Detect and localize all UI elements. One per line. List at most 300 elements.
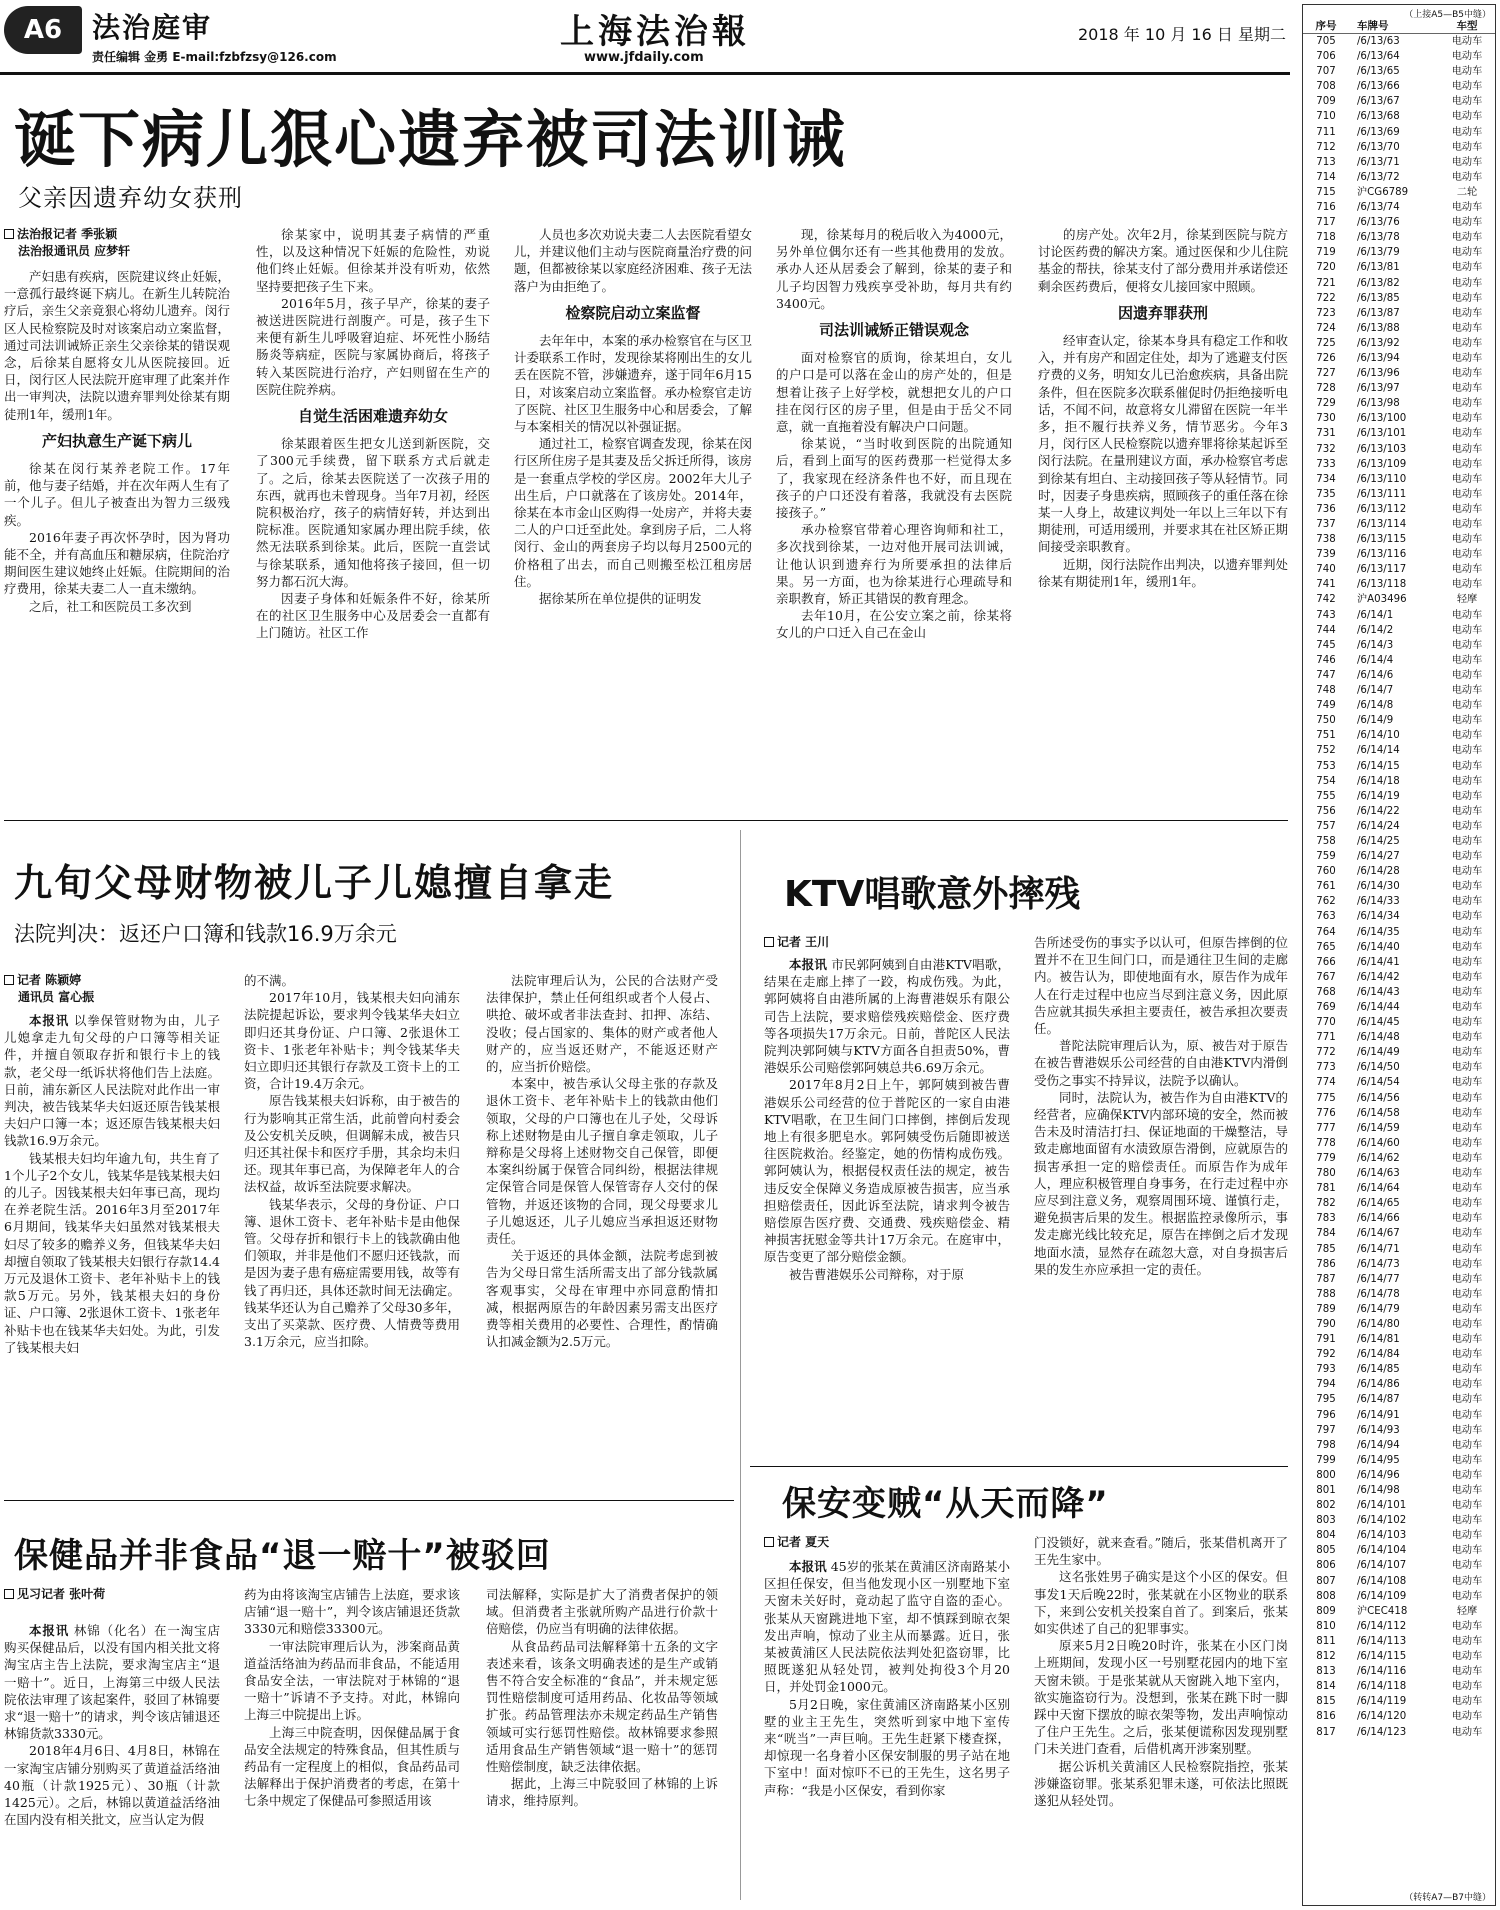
table-row bbox=[1303, 1196, 1495, 1211]
row-type: 电动车 bbox=[1451, 51, 1483, 63]
paragraph: 的房产处。次年2月，徐某到医院与院方讨论医药费的解决方案。通过医保和少儿住院基金的帮扶，徐某支付了部分费用并承诺偿还剩余医药费后，便将女儿接回家中照顾。 bbox=[1038, 227, 1288, 294]
row-type: 电动车 bbox=[1451, 1137, 1483, 1149]
editor-line: 责任编辑 金勇 E-mail:fzbfzsy@126.com bbox=[92, 50, 337, 64]
row-type: 电动车 bbox=[1451, 1651, 1483, 1663]
article5-byline bbox=[764, 1534, 984, 1551]
section-heading: 检察院启动立案监督 bbox=[565, 303, 701, 322]
row-plate: /6/13/111 bbox=[1357, 488, 1407, 500]
row-index: 750 bbox=[1316, 715, 1336, 727]
row-plate: /6/14/54 bbox=[1357, 1077, 1400, 1089]
row-index: 727 bbox=[1316, 368, 1336, 380]
row-type: 电动车 bbox=[1451, 1681, 1483, 1693]
table-row bbox=[1303, 1362, 1495, 1377]
paragraph: 2016年妻子再次怀孕时，因为肾功能不全，并有高血压和糖尿病，住院治疗期间医生建议她终止妊娠。住院期间的治疗费用，徐某夫妻二人一直未缴纳。 bbox=[4, 529, 230, 597]
row-index: 803 bbox=[1316, 1515, 1336, 1527]
row-index: 736 bbox=[1316, 503, 1336, 515]
row-type: 电动车 bbox=[1451, 1500, 1483, 1512]
row-index: 814 bbox=[1316, 1681, 1336, 1693]
row-type: 电动车 bbox=[1451, 1575, 1483, 1587]
table-row bbox=[1303, 1558, 1495, 1573]
table-row bbox=[1303, 1679, 1495, 1694]
row-plate: /6/14/65 bbox=[1357, 1198, 1400, 1210]
row-plate: /6/14/77 bbox=[1357, 1273, 1400, 1285]
row-type: 电动车 bbox=[1451, 1545, 1483, 1557]
row-type: 电动车 bbox=[1451, 368, 1483, 380]
row-index: 730 bbox=[1316, 413, 1336, 425]
row-index: 806 bbox=[1316, 1560, 1336, 1572]
row-type: 电动车 bbox=[1451, 383, 1483, 395]
paragraph: 告所述受伤的事实予以认可，但原告摔倒的位置并不在卫生间门口，而是通往卫生间的走廊内。被告认为，即使地面有水，原告作为成年人在行走过程中也应当尽到注意义务，因此原告应就其损失承担主要责任，被告承担次要责任。 bbox=[1034, 935, 1288, 1037]
table-row bbox=[1303, 698, 1495, 713]
paragraph: 从食品药品司法解释第十五条的文字表述来看，该条文明确表述的是生产或销售不符合安全标准的“食品”，并未规定惩罚性赔偿制度可适用药品、化妆品等领域扩张。药品管理法亦未规定药品生产销售领域可实行惩罚性赔偿。故林锦要求参照适用食品生产销售领域“退一赔十”的惩罚性赔偿制度，缺乏法律依据。 bbox=[486, 1638, 718, 1775]
row-index: 804 bbox=[1316, 1530, 1336, 1542]
paragraph: 原告钱某根夫妇诉称，由于被告的行为影响其正常生活，此前曾向村委会及公安机关反映，但调解未成，被告只归还其社保卡和医疗手册，其余均未归还。现其年事已高，为保障老年人的合法权益，故诉至法院要求解决。 bbox=[244, 1093, 460, 1195]
row-type: 电动车 bbox=[1451, 669, 1483, 681]
article5-column-1 bbox=[764, 1558, 1010, 1906]
row-type: 电动车 bbox=[1451, 398, 1483, 410]
paragraph: 法院审理后认为，公民的合法财产受法律保护，禁止任何组织或者个人侵占、哄抢、破坏或者非法查封、扣押、冻结、没收；侵占国家的、集体的财产或者他人财产的，应当返还财产，不能返还财产的，应当折价赔偿。 bbox=[486, 973, 718, 1075]
paragraph: 同时，法院认为，被告作为自由港KTV的经营者，应确保KTV内部环境的安全，然而被告未及时清洁打扫、保证地面的干燥整洁，导致走廊地面留有水渍致原告滑倒，应就原告的损害承担一定的赔偿责任。而原告作为成年人，理应积极管理自身事务，在行走过程中亦应尽到注意义务，观察周围环境、谨慎行走，避免损害后果的发生。根据监控录像所示，事发走廊光线比较充足，原告在摔倒之后才发现地面水渍，显然存在疏忽大意，对自身损害后果的发生亦应承担一定的责任。 bbox=[1034, 1089, 1288, 1277]
row-plate: /6/14/86 bbox=[1357, 1379, 1400, 1391]
row-index: 724 bbox=[1316, 322, 1336, 334]
article4-column-3 bbox=[486, 1586, 718, 1906]
table-row bbox=[1303, 1000, 1495, 1015]
row-index: 813 bbox=[1316, 1666, 1336, 1678]
row-type: 电动车 bbox=[1451, 36, 1483, 47]
paragraph: 去年10月，在公安立案之前，徐某将女儿的户口迁入自己在金山 bbox=[776, 608, 1012, 641]
table-row bbox=[1303, 1604, 1495, 1619]
row-plate: /6/13/79 bbox=[1357, 247, 1400, 259]
row-type: 电动车 bbox=[1451, 745, 1483, 757]
row-plate: /6/13/85 bbox=[1357, 292, 1400, 304]
row-index: 741 bbox=[1316, 579, 1336, 591]
table-row bbox=[1303, 879, 1495, 894]
table-row bbox=[1303, 1091, 1495, 1106]
paragraph: 普陀法院审理后认为，原、被告对于原告在被告曹港娱乐公司经营的自由港KTV内滑倒受伤之事实不持异议，法院予以确认。 bbox=[1034, 1038, 1288, 1088]
paragraph: 经审查认定，徐某本身具有稳定工作和收入，并有房产和固定住处，却为了逃避支付医疗费的义务，明知女儿已治愈疾病，具备出院条件，但在医院多次联系催促时仍拒绝接听电话，不闻不问，故意将女儿滞留在医院一年半多，拒不履行扶养义务，情节恶劣。今年3月，闵行区人民检察院以遗弃罪将徐某起诉至闵行法院。在量刑建议方面，承办检察官考虑到徐某有坦白、主动接回孩子等从轻情节。同时，因妻子身患疾病，照顾孩子的重任落在徐某一人身上，故建议判处一年以上三年以下有期徒刑，可适用缓刑，并要求其在社区矫正期间接受亲职教育。 bbox=[1038, 333, 1288, 555]
row-index: 713 bbox=[1316, 156, 1336, 168]
row-index: 756 bbox=[1316, 805, 1336, 817]
article4-column-1 bbox=[4, 1622, 220, 1906]
row-plate: /6/14/41 bbox=[1357, 956, 1400, 968]
row-type: 电动车 bbox=[1451, 503, 1483, 515]
article4-byline bbox=[4, 1586, 224, 1603]
paragraph: 因妻子身体和妊娠条件不好，徐某所在的社区卫生服务中心及居委会一直都有上门随访。社区工作 bbox=[256, 591, 490, 641]
article4-headline: 保健品并非食品“退一赔十”被驳回 bbox=[14, 1536, 551, 1576]
paragraph: 药为由将该淘宝店铺告上法庭，要求该店铺“退一赔十”，判令该店铺退还货款3330元和赔偿33300元。 bbox=[244, 1587, 460, 1637]
table-row bbox=[1303, 819, 1495, 834]
paragraph: 上海三中院查明，因保健品属于食品安全法规定的特殊食品，但其性质与药品有一定程度上的相似，食品药品司法解释出于保护消费者的考虑，在第十七条中规定了保健品可参照适用该 bbox=[244, 1724, 460, 1809]
header-index: 序号 bbox=[1315, 20, 1337, 32]
row-type: 电动车 bbox=[1451, 81, 1483, 93]
row-index: 718 bbox=[1316, 232, 1336, 244]
table-row bbox=[1303, 1619, 1495, 1634]
row-plate: /6/14/60 bbox=[1357, 1137, 1400, 1149]
row-type: 电动车 bbox=[1451, 941, 1483, 953]
table-row bbox=[1303, 1211, 1495, 1226]
table-row bbox=[1303, 517, 1495, 532]
row-type: 电动车 bbox=[1451, 352, 1483, 364]
row-plate: /6/14/80 bbox=[1357, 1318, 1400, 1330]
table-row bbox=[1303, 1377, 1495, 1392]
table-row bbox=[1303, 79, 1495, 94]
row-index: 729 bbox=[1316, 398, 1336, 410]
row-index: 772 bbox=[1316, 1047, 1336, 1059]
row-index: 781 bbox=[1316, 1183, 1336, 1195]
row-plate: /6/13/74 bbox=[1357, 202, 1400, 214]
table-row bbox=[1303, 668, 1495, 683]
row-index: 728 bbox=[1316, 383, 1336, 395]
table-row bbox=[1303, 1438, 1495, 1453]
table-row bbox=[1303, 774, 1495, 789]
row-type: 电动车 bbox=[1451, 1454, 1483, 1466]
table-row bbox=[1303, 1030, 1495, 1045]
table-row bbox=[1303, 1317, 1495, 1332]
row-plate: /6/14/10 bbox=[1357, 730, 1400, 742]
row-type: 电动车 bbox=[1451, 820, 1483, 832]
row-index: 737 bbox=[1316, 519, 1336, 530]
section-heading: 产妇执意生产诞下病儿 bbox=[41, 431, 192, 450]
row-plate: /6/13/98 bbox=[1357, 398, 1400, 410]
row-plate: /6/14/3 bbox=[1357, 639, 1394, 651]
row-plate: /6/14/101 bbox=[1357, 1500, 1407, 1512]
row-type: 电动车 bbox=[1451, 202, 1483, 214]
row-index: 811 bbox=[1316, 1635, 1336, 1647]
row-plate: /6/13/78 bbox=[1357, 232, 1400, 244]
row-index: 733 bbox=[1316, 458, 1336, 470]
row-index: 807 bbox=[1316, 1575, 1336, 1587]
paragraph: 这名张姓男子确实是这个小区的保安。但事发1天后晚22时，张某就在小区物业的联系下，来到公安机关投案自首了。到案后，张某如实供述了自己的犯罪事实。 bbox=[1034, 1569, 1288, 1637]
paragraph: 近期，闵行法院作出判决，以遗弃罪判处徐某有期徒刑1年，缓刑1年。 bbox=[1038, 556, 1288, 589]
row-type: 电动车 bbox=[1451, 66, 1483, 78]
paragraph: 被告曹港娱乐公司辩称，对于原 bbox=[789, 1266, 965, 1282]
row-type: 电动车 bbox=[1451, 1394, 1483, 1406]
article1-byline bbox=[4, 226, 244, 260]
row-index: 800 bbox=[1316, 1469, 1336, 1481]
row-plate: /6/14/112 bbox=[1357, 1620, 1407, 1632]
row-index: 719 bbox=[1316, 247, 1336, 259]
row-index: 815 bbox=[1316, 1696, 1336, 1708]
row-index: 755 bbox=[1316, 790, 1336, 802]
table-row bbox=[1303, 1709, 1495, 1724]
row-type: 电动车 bbox=[1451, 866, 1483, 878]
row-plate: /6/14/85 bbox=[1357, 1364, 1400, 1376]
row-plate: /6/14/7 bbox=[1357, 685, 1394, 697]
row-plate: /6/13/117 bbox=[1357, 564, 1407, 576]
row-plate: /6/14/1 bbox=[1357, 609, 1394, 621]
row-index: 794 bbox=[1316, 1379, 1336, 1391]
article3-byline bbox=[764, 934, 984, 951]
paragraph: 2017年8月2日上午，郭阿姨到被告曹港娱乐公司经营的位于普陀区的一家自由港KTV唱歌，在卫生间门口摔倒，摔倒后发现地上有很多肥皂水。郭阿姨受伤后随即被送往医院救治。经鉴定，她的伤情构成伤残。郭阿姨认为，根据侵权责任法的规定，被告违反安全保障义务造成原被告损害，应当承担赔偿责任，因此诉至法院，请求判令被告赔偿原告医疗费、交通费、残疾赔偿金、精神损害抚慰金等共计17万余元。在庭审中，原告变更了部分赔偿金额。 bbox=[764, 1077, 1010, 1265]
table-row bbox=[1303, 1242, 1495, 1257]
row-index: 720 bbox=[1316, 262, 1336, 274]
row-index: 731 bbox=[1316, 428, 1336, 440]
row-index: 780 bbox=[1316, 1168, 1336, 1180]
row-index: 721 bbox=[1316, 277, 1336, 289]
row-plate: /6/13/87 bbox=[1357, 307, 1400, 319]
row-type: 电动车 bbox=[1451, 1032, 1483, 1044]
article5-headline: 保安变贼“从天而降” bbox=[782, 1484, 1109, 1524]
row-plate: /6/14/108 bbox=[1357, 1575, 1407, 1587]
row-plate: /6/14/78 bbox=[1357, 1288, 1400, 1300]
row-plate: 沪A03496 bbox=[1357, 594, 1407, 606]
article2-headline: 九旬父母财物被儿子儿媳擅自拿走 bbox=[14, 861, 615, 905]
row-plate: /6/14/45 bbox=[1357, 1017, 1400, 1029]
table-row bbox=[1303, 1694, 1495, 1709]
table-row bbox=[1303, 1664, 1495, 1679]
lead-label: 本报讯 bbox=[29, 1623, 70, 1638]
row-type: 电动车 bbox=[1451, 428, 1483, 440]
row-plate: /6/14/59 bbox=[1357, 1122, 1400, 1134]
row-index: 797 bbox=[1316, 1424, 1336, 1436]
row-type: 电动车 bbox=[1451, 1364, 1483, 1376]
row-index: 746 bbox=[1316, 654, 1336, 666]
row-type: 电动车 bbox=[1451, 292, 1483, 304]
article2-column-1 bbox=[4, 1012, 220, 1486]
table-row bbox=[1303, 94, 1495, 109]
row-index: 796 bbox=[1316, 1409, 1336, 1421]
row-index: 767 bbox=[1316, 971, 1336, 983]
row-type: 电动车 bbox=[1451, 519, 1483, 530]
row-type: 电动车 bbox=[1451, 911, 1483, 923]
row-plate: /6/14/113 bbox=[1357, 1635, 1407, 1647]
table-row bbox=[1303, 49, 1495, 64]
row-plate: /6/14/103 bbox=[1357, 1530, 1407, 1542]
row-plate: /6/13/63 bbox=[1357, 36, 1400, 47]
row-plate: /6/14/104 bbox=[1357, 1545, 1407, 1557]
row-plate: /6/14/50 bbox=[1357, 1062, 1400, 1074]
row-index: 788 bbox=[1316, 1288, 1336, 1300]
table-row bbox=[1303, 1272, 1495, 1287]
paragraph: 钱某华表示，父母的身份证、户口簿、退休工资卡、老年补贴卡是由他保管。父母存折和银行卡上的钱款确由他们领取，并非是他们不愿归还钱款，而是因为妻子患有癌症需要用钱，故等有钱了再归还，具体还款时间无法确定。钱某华还认为自己赡养了父母30多年，支出了买菜款、医疗费、人情费等费用3.1万余元，应当扣除。 bbox=[244, 1196, 460, 1350]
newspaper-url: www.jfdaily.com bbox=[584, 50, 704, 65]
table-row bbox=[1303, 1543, 1495, 1558]
row-type: 电动车 bbox=[1451, 1379, 1483, 1391]
row-plate: /6/14/48 bbox=[1357, 1032, 1400, 1044]
row-type: 电动车 bbox=[1451, 1183, 1483, 1195]
row-index: 764 bbox=[1316, 926, 1336, 938]
table-row bbox=[1303, 125, 1495, 140]
row-index: 768 bbox=[1316, 986, 1336, 998]
paragraph: 之后，社工和医院员工多次到 bbox=[29, 598, 192, 614]
row-plate: /6/14/95 bbox=[1357, 1454, 1400, 1466]
row-type: 电动车 bbox=[1451, 1485, 1483, 1496]
row-plate: /6/14/79 bbox=[1357, 1303, 1400, 1315]
reporter-name: 见习记者 张叶荷 bbox=[17, 1587, 106, 1601]
row-type: 电动车 bbox=[1451, 1243, 1483, 1255]
masthead bbox=[0, 0, 1290, 74]
row-plate: /6/14/118 bbox=[1357, 1681, 1407, 1693]
row-plate: /6/13/114 bbox=[1357, 519, 1407, 530]
row-type: 电动车 bbox=[1451, 1062, 1483, 1074]
table-row bbox=[1303, 366, 1495, 381]
row-plate: /6/14/123 bbox=[1357, 1726, 1407, 1738]
row-type: 电动车 bbox=[1451, 307, 1483, 319]
row-type: 电动车 bbox=[1451, 730, 1483, 742]
row-type: 电动车 bbox=[1451, 654, 1483, 666]
header-plate: 车牌号 bbox=[1357, 20, 1389, 32]
row-plate: /6/13/96 bbox=[1357, 368, 1400, 380]
row-index: 785 bbox=[1316, 1243, 1336, 1255]
row-index: 753 bbox=[1316, 760, 1336, 772]
reporter-name: 记者 夏天 bbox=[777, 1535, 830, 1549]
section-heading: 自觉生活困难遗弃幼女 bbox=[297, 407, 448, 426]
row-plate: /6/14/49 bbox=[1357, 1047, 1400, 1059]
row-index: 751 bbox=[1316, 730, 1336, 742]
table-row bbox=[1303, 940, 1495, 955]
row-type: 电动车 bbox=[1451, 851, 1483, 863]
row-index: 743 bbox=[1316, 609, 1336, 621]
row-index: 773 bbox=[1316, 1062, 1336, 1074]
row-index: 771 bbox=[1316, 1032, 1336, 1044]
row-index: 793 bbox=[1316, 1364, 1336, 1376]
table-row bbox=[1303, 1226, 1495, 1241]
table-row bbox=[1303, 638, 1495, 653]
row-type: 电动车 bbox=[1451, 639, 1483, 651]
row-plate: /6/14/40 bbox=[1357, 941, 1400, 953]
header-type: 车型 bbox=[1456, 20, 1478, 32]
row-plate: /6/14/25 bbox=[1357, 835, 1400, 847]
row-plate: /6/14/64 bbox=[1357, 1183, 1400, 1195]
table-row bbox=[1303, 985, 1495, 1000]
table-row bbox=[1303, 532, 1495, 547]
row-index: 798 bbox=[1316, 1439, 1336, 1451]
paragraph: 徐某在闵行某养老院工作。17年前，他与妻子结婚，并在次年两人生有了一个儿子。但儿子被查出为智力三级残疾。 bbox=[4, 461, 230, 528]
row-type: 电动车 bbox=[1451, 685, 1483, 697]
row-plate: /6/14/33 bbox=[1357, 896, 1400, 908]
table-row bbox=[1303, 457, 1495, 472]
row-type: 电动车 bbox=[1451, 156, 1483, 168]
row-type: 电动车 bbox=[1451, 1077, 1483, 1089]
table-row bbox=[1303, 1151, 1495, 1166]
row-plate: /6/14/109 bbox=[1357, 1590, 1407, 1602]
table-row bbox=[1303, 185, 1495, 200]
row-plate: /6/13/97 bbox=[1357, 383, 1400, 395]
table-row bbox=[1303, 1498, 1495, 1513]
row-type: 电动车 bbox=[1451, 700, 1483, 712]
row-plate: /6/14/58 bbox=[1357, 1107, 1400, 1119]
row-plate: /6/13/101 bbox=[1357, 428, 1407, 440]
row-type: 电动车 bbox=[1451, 1349, 1483, 1361]
table-row bbox=[1303, 562, 1495, 577]
row-plate: /6/13/69 bbox=[1357, 126, 1400, 138]
row-type: 电动车 bbox=[1451, 564, 1483, 576]
paragraph: 据公诉机关黄浦区人民检察院指控，张某涉嫌盗窃罪。张某系犯罪未遂，可依法比照既遂犯从轻处罚。 bbox=[1034, 1758, 1288, 1809]
byline-box-icon bbox=[4, 229, 14, 239]
row-plate: /6/14/119 bbox=[1357, 1696, 1407, 1708]
row-index: 745 bbox=[1316, 639, 1336, 651]
paragraph: 徐某跟着医生把女儿送到新医院，交了300元手续费，留下联系方式后就走了。之后，徐某去医院送了一次孩子用的东西，就再也未曾现身。当年7月初，经医院积极治疗，孩子的病情好转，并达到出院标准。医院通知家属办理出院手续，依然无法联系到徐某。此后，医院一直尝试与徐某联系，通知他将孩子接回，但一切努力都石沉大海。 bbox=[256, 436, 490, 589]
article1-column-1 bbox=[4, 268, 230, 804]
row-index: 816 bbox=[1316, 1711, 1336, 1723]
row-index: 783 bbox=[1316, 1213, 1336, 1225]
table-row bbox=[1303, 1106, 1495, 1121]
row-index: 752 bbox=[1316, 745, 1336, 757]
row-type: 电动车 bbox=[1451, 1198, 1483, 1210]
row-type: 电动车 bbox=[1451, 473, 1483, 485]
byline-box-icon bbox=[764, 1537, 774, 1547]
article4-column-2 bbox=[244, 1586, 460, 1906]
table-row bbox=[1303, 653, 1495, 668]
row-index: 799 bbox=[1316, 1454, 1336, 1466]
table-row bbox=[1303, 502, 1495, 517]
row-plate: /6/14/56 bbox=[1357, 1092, 1400, 1104]
row-type: 电动车 bbox=[1451, 1213, 1483, 1225]
row-type: 电动车 bbox=[1451, 1439, 1483, 1451]
row-type: 电动车 bbox=[1451, 1107, 1483, 1119]
row-type: 电动车 bbox=[1451, 443, 1483, 455]
table-row bbox=[1303, 381, 1495, 396]
page-number-badge: A6 bbox=[4, 6, 82, 54]
section-heading: 司法训诫矫正错误观念 bbox=[818, 321, 969, 340]
row-index: 791 bbox=[1316, 1334, 1336, 1346]
row-index: 790 bbox=[1316, 1318, 1336, 1330]
row-type: 电动车 bbox=[1451, 1620, 1483, 1632]
table-row bbox=[1303, 230, 1495, 245]
row-plate: /6/13/68 bbox=[1357, 111, 1400, 123]
row-index: 707 bbox=[1316, 66, 1336, 78]
row-plate: /6/14/44 bbox=[1357, 1002, 1400, 1013]
article2-column-2 bbox=[244, 972, 460, 1486]
table-row bbox=[1303, 728, 1495, 743]
row-plate: /6/14/98 bbox=[1357, 1485, 1400, 1496]
row-type: 电动车 bbox=[1451, 217, 1483, 229]
article1-headline: 诞下病儿狠心遗弃被司法训诫 bbox=[14, 103, 847, 176]
table-row bbox=[1303, 260, 1495, 275]
row-plate: /6/13/81 bbox=[1357, 262, 1400, 274]
row-type: 电动车 bbox=[1451, 1303, 1483, 1315]
row-plate: /6/14/96 bbox=[1357, 1469, 1400, 1481]
row-plate: /6/14/115 bbox=[1357, 1651, 1407, 1663]
row-index: 758 bbox=[1316, 835, 1336, 847]
row-type: 电动车 bbox=[1451, 1530, 1483, 1542]
table-row bbox=[1303, 1589, 1495, 1604]
byline-box-icon bbox=[4, 975, 14, 985]
row-type: 电动车 bbox=[1451, 835, 1483, 847]
row-type: 电动车 bbox=[1451, 488, 1483, 500]
row-type: 电动车 bbox=[1451, 1409, 1483, 1421]
table-row bbox=[1303, 849, 1495, 864]
row-type: 电动车 bbox=[1451, 1469, 1483, 1481]
row-index: 802 bbox=[1316, 1500, 1336, 1512]
lead-label: 本报讯 bbox=[789, 957, 828, 972]
row-type: 电动车 bbox=[1451, 1288, 1483, 1300]
row-index: 708 bbox=[1316, 81, 1336, 93]
row-index: 787 bbox=[1316, 1273, 1336, 1285]
article2-column-3 bbox=[486, 972, 718, 1486]
row-type: 电动车 bbox=[1451, 1122, 1483, 1134]
table-row bbox=[1303, 608, 1495, 623]
row-plate: /6/14/28 bbox=[1357, 866, 1400, 878]
row-type: 电动车 bbox=[1451, 549, 1483, 561]
paragraph: 市民郭阿姨到自由港KTV唱歌，结果在走廊上摔了一跤，构成伤残。为此，郭阿姨将自由港所属的上海曹港娱乐有限公司告上法院，要求赔偿残疾赔偿金、医疗费等各项损失17万余元。日前，普陀区人民法院判决郭阿姨与KTV方面各自担责50%，曹港娱乐公司赔偿郭阿姨总共6.69万余元。 bbox=[764, 957, 1010, 1076]
table-row bbox=[1303, 1287, 1495, 1302]
table-row bbox=[1303, 64, 1495, 79]
section-title: 法治庭审 bbox=[92, 11, 213, 44]
paragraph: 面对检察官的质询，徐某坦白，女儿的户口是可以落在金山的房产处的，但是想着让孩子上好学校，就想把女儿的户口挂在闵行区的房子里，但是由于岳父不同意，就一直拖着没有解决户口问题。 bbox=[776, 350, 1012, 435]
table-row bbox=[1303, 547, 1495, 562]
row-plate: /6/14/116 bbox=[1357, 1666, 1407, 1678]
row-index: 776 bbox=[1316, 1107, 1336, 1119]
row-index: 722 bbox=[1316, 292, 1336, 304]
table-row bbox=[1303, 200, 1495, 215]
row-index: 792 bbox=[1316, 1349, 1336, 1361]
row-type: 电动车 bbox=[1451, 1002, 1483, 1013]
table-row bbox=[1303, 592, 1495, 607]
table-body bbox=[1303, 34, 1495, 1740]
row-index: 786 bbox=[1316, 1258, 1336, 1270]
row-type: 电动车 bbox=[1451, 247, 1483, 259]
